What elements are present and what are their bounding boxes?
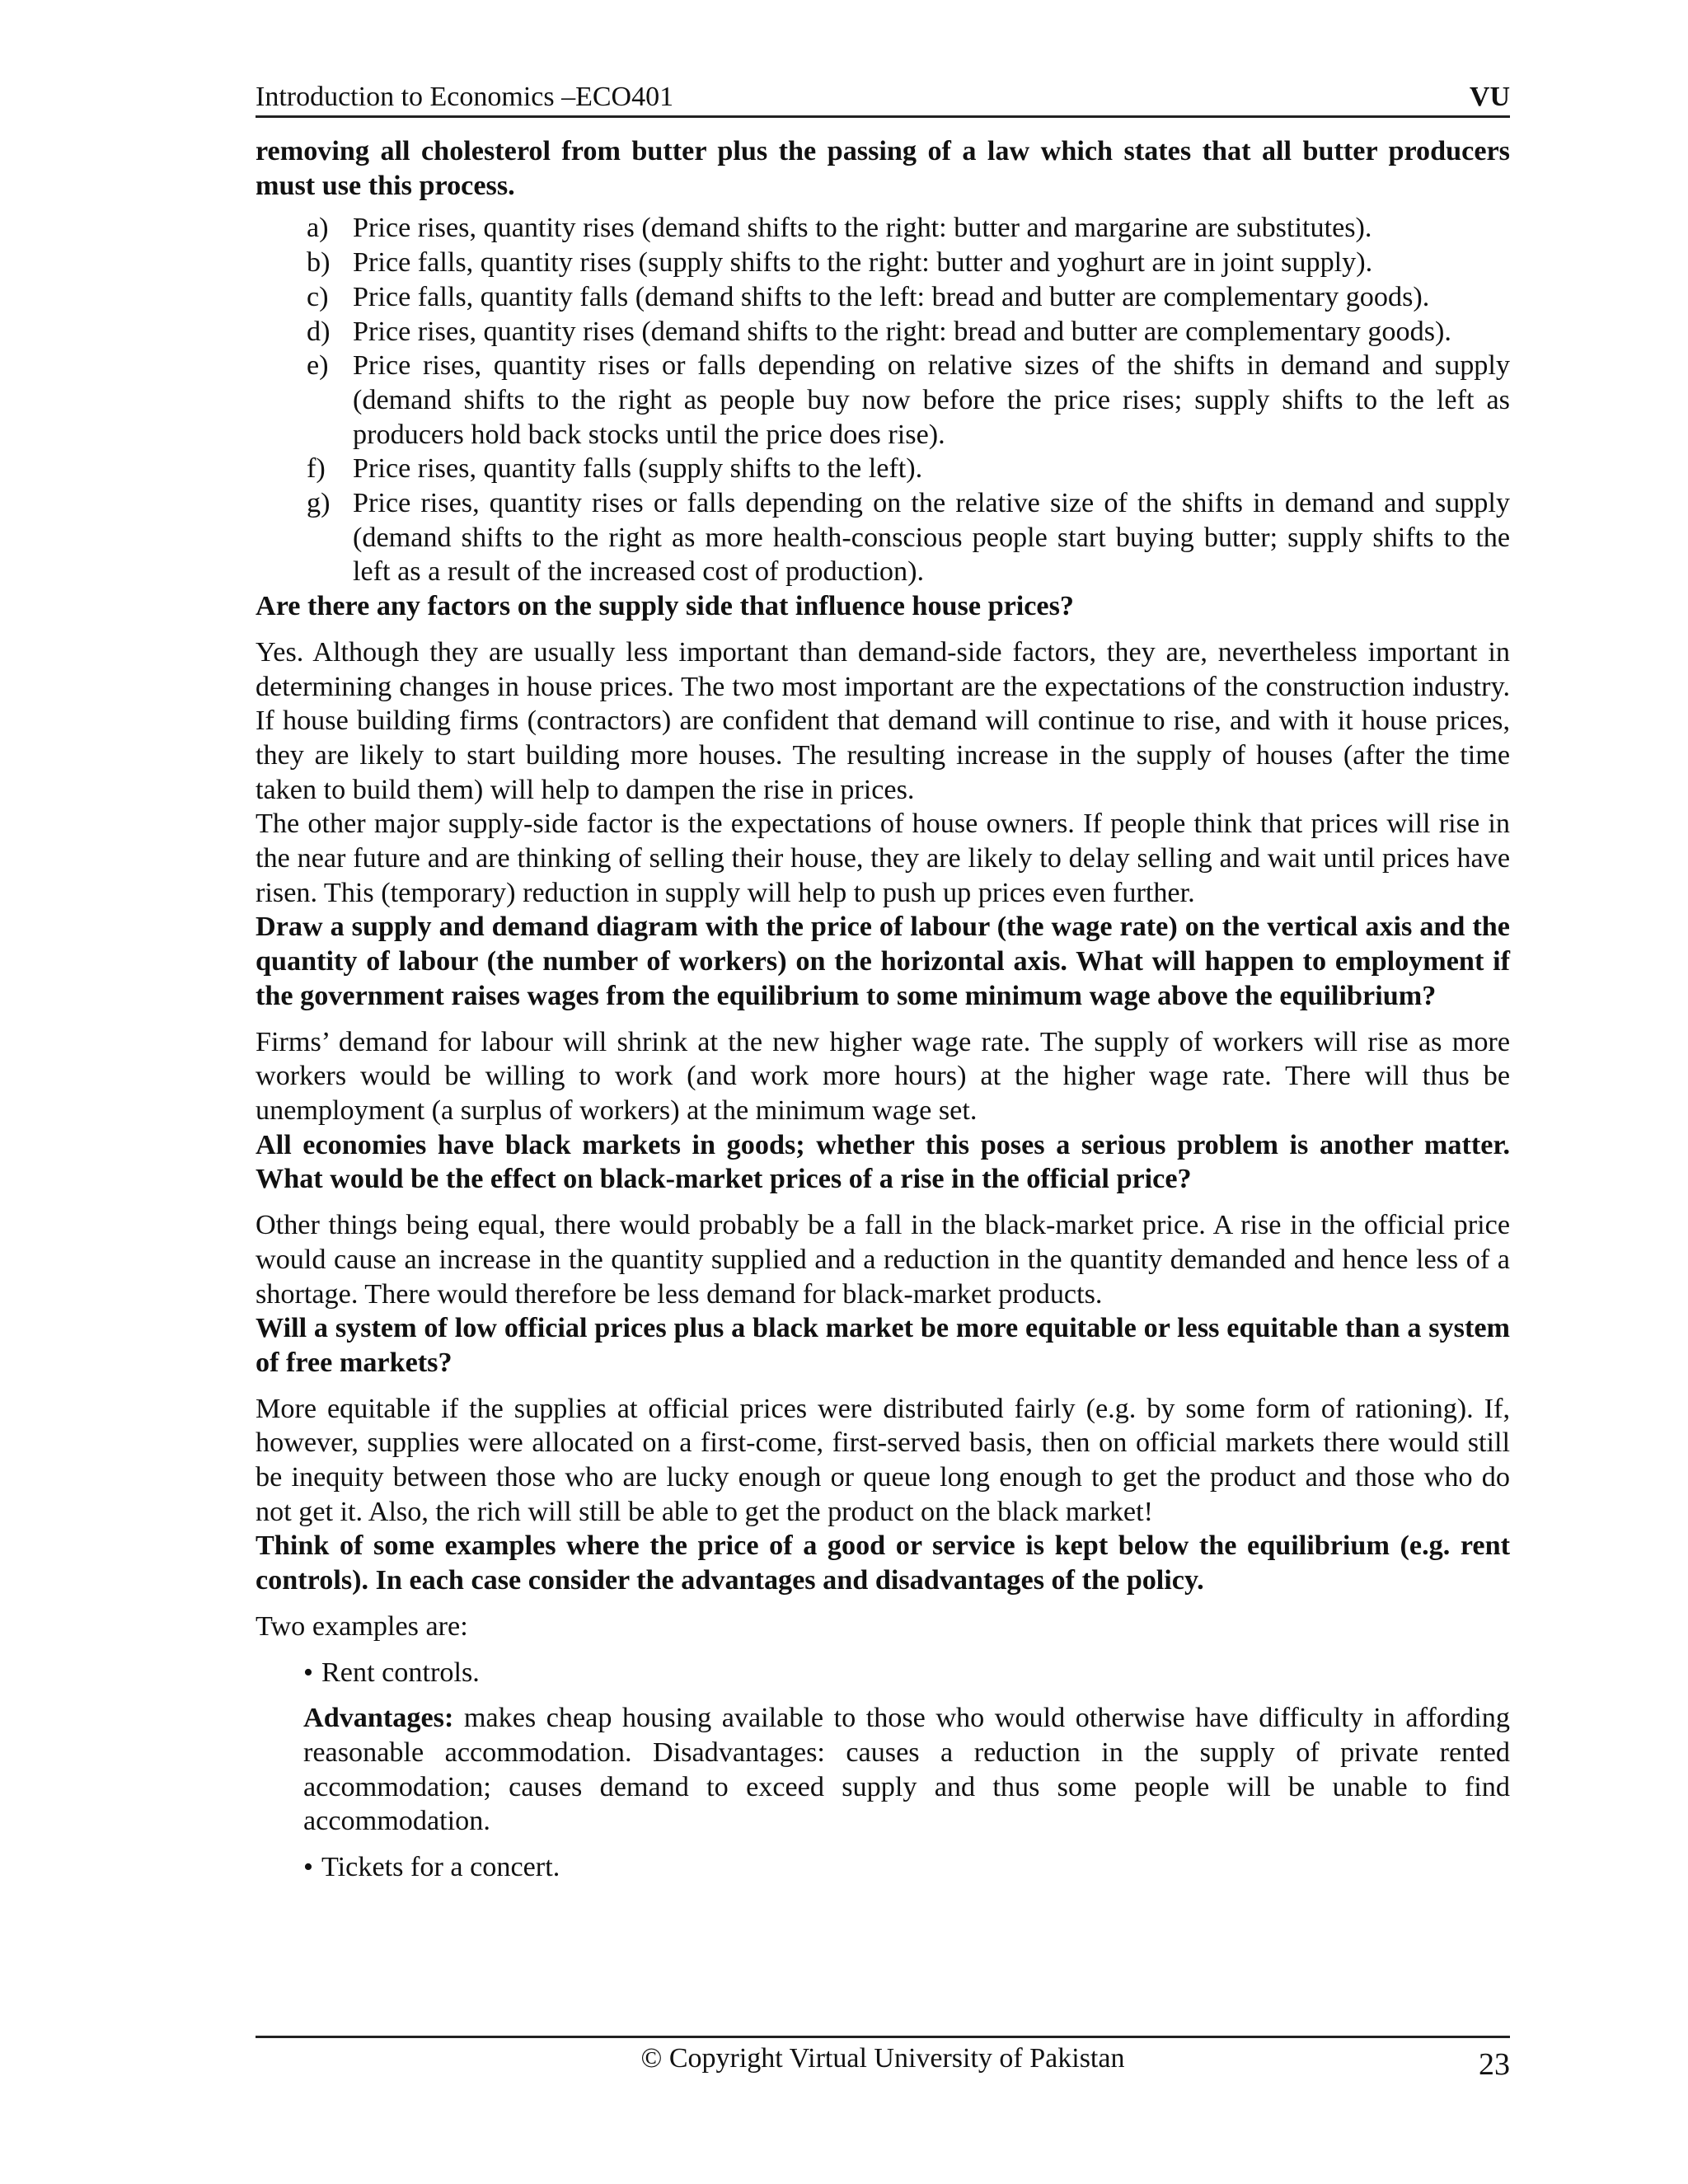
list-item-text: Tickets for a concert. (321, 1852, 560, 1883)
answer-paragraph: More equitable if the supplies at official prices were distributed fairly (e.g. by some form of rationing). If, however, supplies were allocated on a first-come, first-served basis, then on official markets there would still be inequity between those who are lucky enough or queue long enough to get the product and those who do not get it. Also, the rich will still be able to get the product on the black market! (256, 1393, 1510, 1527)
brand-label: VU (1469, 82, 1510, 112)
question-heading: Draw a supply and demand diagram with the price of labour (the wage rate) on the vertical axis and the quantity of labour (the number of workers) on the horizontal axis. What will happen to employment if the government raises wages from the equilibrium to some minimum wage above the equilibrium? (256, 912, 1510, 1011)
page (256, 76, 1510, 1885)
list-item (256, 280, 1510, 315)
list-item-text: Price rises, quantity rises (demand shifts to the right: butter and margarine are substitutes). (353, 213, 1372, 244)
list-item-text: Price rises, quantity rises (demand shifts to the right: bread and butter are complementary goods). (353, 316, 1451, 347)
bullet-icon: • (303, 1657, 313, 1688)
advantages-label: Advantages: (303, 1703, 454, 1734)
advantages-paragraph (303, 1701, 1510, 1839)
list-item-text: Price rises, quantity rises or falls depending on the relative size of the shifts in demand and supply (demand shifts to the right as more health-conscious people start buying butter; supply shifts to the left as a result of the increased cost of production). (353, 488, 1510, 588)
list-item-label: g) (307, 488, 331, 519)
question-heading: Are there any factors on the supply side that influence house prices? (256, 591, 1075, 622)
list-item-text: Price rises, quantity falls (supply shifts to the left). (353, 453, 923, 485)
list-item (256, 452, 1510, 486)
list-item (303, 1850, 1510, 1885)
answer-intro: Two examples are: (256, 1610, 468, 1642)
bullet-icon: • (303, 1852, 313, 1883)
list-item-text: Price falls, quantity falls (demand shifts to the left: bread and butter are complementary goods). (353, 281, 1430, 312)
list-item-text: Price rises, quantity rises or falls depending on relative sizes of the shifts in demand and supply (demand shifts to the right as people buy now before the price rises; supply shifts to the left as producers hold back stocks until the price does rise). (353, 350, 1510, 450)
page-number: 23 (1479, 2047, 1510, 2082)
example-list (303, 1656, 1510, 1885)
list-item-label: b) (307, 247, 331, 279)
list-item (256, 349, 1510, 452)
answer-paragraph: Other things being equal, there would probably be a fall in the black-market price. A rise in the official price would cause an increase in the quantity supplied and a reduction in the quantity demanded and hence less of a shortage. There would therefore be less demand for black-market products. (256, 1210, 1510, 1310)
list-item (303, 1656, 1510, 1690)
question-heading: Will a system of low official prices plus a black market be more equitable or less equitable than a system of free markets? (256, 1313, 1510, 1378)
course-title: Introduction to Economics –ECO401 (256, 82, 674, 112)
list-item-label: f) (307, 453, 326, 485)
list-item-label: e) (307, 350, 329, 382)
page-footer (256, 2036, 1510, 2088)
document-body (256, 134, 1510, 1885)
list-item-text: Price falls, quantity rises (supply shifts to the right: butter and yoghurt are in joint supply). (353, 247, 1373, 279)
copyright-text: © Copyright Virtual University of Pakistan (640, 2043, 1125, 2074)
answer-paragraph: Firms’ demand for labour will shrink at the new higher wage rate. The supply of workers will rise as more workers would be willing to work (and work more hours) at the higher wage rate. There will thus be unemployment (a surplus of workers) at the minimum wage set. (256, 1026, 1510, 1126)
answer-paragraph: Yes. Although they are usually less important than demand-side factors, they are, nevertheless important in determining changes in house prices. The two most important are the expectations of the construction industry. If house building firms (contractors) are confident that demand will continue to rise, and with it house prices, they are likely to start building more houses. The resulting increase in the supply of houses (after the time taken to build them) will help to dampen the rise in prices. (256, 636, 1510, 805)
page-header (256, 76, 1510, 118)
question-heading: All economies have black markets in goods; whether this poses a serious problem is another matter. What would be the effect on black-market prices of a rise in the official price? (256, 1129, 1510, 1195)
advantages-text: makes cheap housing available to those who would otherwise have difficulty in affording reasonable accommodation. Disadvantages: causes a reduction in the supply of private rented accommodation; causes demand to exceed supply and thus some people will be unable to find accommodation. (303, 1703, 1510, 1837)
answer-list (256, 211, 1510, 589)
list-item (256, 486, 1510, 589)
list-item-label: a) (307, 213, 329, 244)
question-heading: Think of some examples where the price of a good or service is kept below the equilibrium (e.g. rent controls). In each case consider the advantages and disadvantages of the policy. (256, 1530, 1510, 1596)
intro-question: removing all cholesterol from butter plus the passing of a law which states that all butter producers must use this process. (256, 136, 1510, 201)
list-item-text: Rent controls. (321, 1657, 480, 1688)
answer-paragraph: The other major supply-side factor is the expectations of house owners. If people think that prices will rise in the near future and are thinking of selling their house, they are likely to delay selling and wait until prices have risen. This (temporary) reduction in supply will help to push up prices even further. (256, 808, 1510, 908)
list-item-label: c) (307, 281, 329, 312)
list-item-label: d) (307, 316, 331, 347)
list-item (256, 246, 1510, 280)
list-item (256, 315, 1510, 349)
list-item (256, 211, 1510, 246)
